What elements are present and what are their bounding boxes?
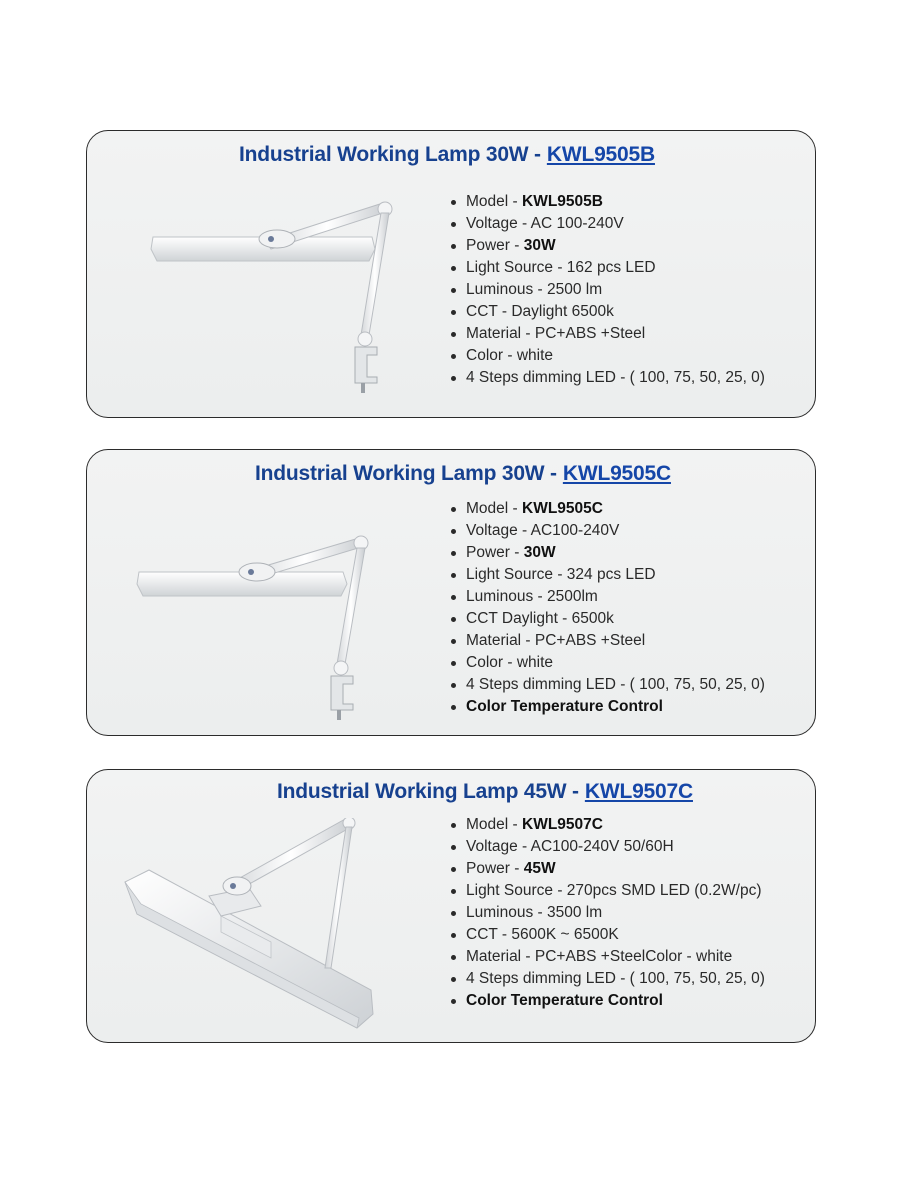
spec-item: Power - 30W xyxy=(448,542,765,564)
product-title: Industrial Working Lamp 45W - KWL9507C xyxy=(277,780,693,803)
spec-item: Color - white xyxy=(448,652,765,674)
spec-item: 4 Steps dimming LED - ( 100, 75, 50, 25, 0) xyxy=(448,367,765,389)
spec-item: Power - 45W xyxy=(448,858,765,880)
spec-list xyxy=(448,814,765,1012)
spec-item: 4 Steps dimming LED - ( 100, 75, 50, 25, 0) xyxy=(448,968,765,990)
model-link[interactable]: KWL9505C xyxy=(562,462,671,485)
spec-item: Light Source - 162 pcs LED xyxy=(448,257,765,279)
spec-item: Material - PC+ABS +SteelColor - white xyxy=(448,946,765,968)
product-title: Industrial Working Lamp 30W - KWL9505B xyxy=(239,143,655,166)
spec-item: Model - KWL9505C xyxy=(448,498,765,520)
spec-item: Material - PC+ABS +Steel xyxy=(448,323,765,345)
spec-item: Light Source - 324 pcs LED xyxy=(448,564,765,586)
desk-lamp-icon xyxy=(147,197,417,397)
spec-item: Voltage - AC100-240V 50/60H xyxy=(448,836,765,858)
spec-item: CCT - Daylight 6500k xyxy=(448,301,765,323)
product-card-kwl9507c xyxy=(86,769,816,1043)
model-link[interactable]: KWL9507C xyxy=(584,780,693,803)
spec-item: Model - KWL9507C xyxy=(448,814,765,836)
spec-item: Light Source - 270pcs SMD LED (0.2W/pc) xyxy=(448,880,765,902)
spec-item: Color Temperature Control xyxy=(448,990,765,1012)
desk-lamp-icon xyxy=(133,534,393,724)
product-title: Industrial Working Lamp 30W - KWL9505C xyxy=(255,462,671,485)
spec-list xyxy=(448,498,765,718)
spec-item: 4 Steps dimming LED - ( 100, 75, 50, 25, 0) xyxy=(448,674,765,696)
spec-item: CCT Daylight - 6500k xyxy=(448,608,765,630)
spec-item: Luminous - 2500lm xyxy=(448,586,765,608)
spec-item: Luminous - 3500 lm xyxy=(448,902,765,924)
spec-item: Color Temperature Control xyxy=(448,696,765,718)
spec-item: Material - PC+ABS +Steel xyxy=(448,630,765,652)
spec-list xyxy=(448,191,765,389)
product-card-kwl9505b xyxy=(86,130,816,418)
spec-item: Color - white xyxy=(448,345,765,367)
spec-item: Model - KWL9505B xyxy=(448,191,765,213)
spec-item: Voltage - AC100-240V xyxy=(448,520,765,542)
spec-item: CCT - 5600K ~ 6500K xyxy=(448,924,765,946)
wide-desk-lamp-icon xyxy=(121,818,381,1038)
spec-item: Power - 30W xyxy=(448,235,765,257)
spec-item: Voltage - AC 100-240V xyxy=(448,213,765,235)
product-card-kwl9505c xyxy=(86,449,816,736)
model-link[interactable]: KWL9505B xyxy=(546,143,655,166)
spec-item: Luminous - 2500 lm xyxy=(448,279,765,301)
